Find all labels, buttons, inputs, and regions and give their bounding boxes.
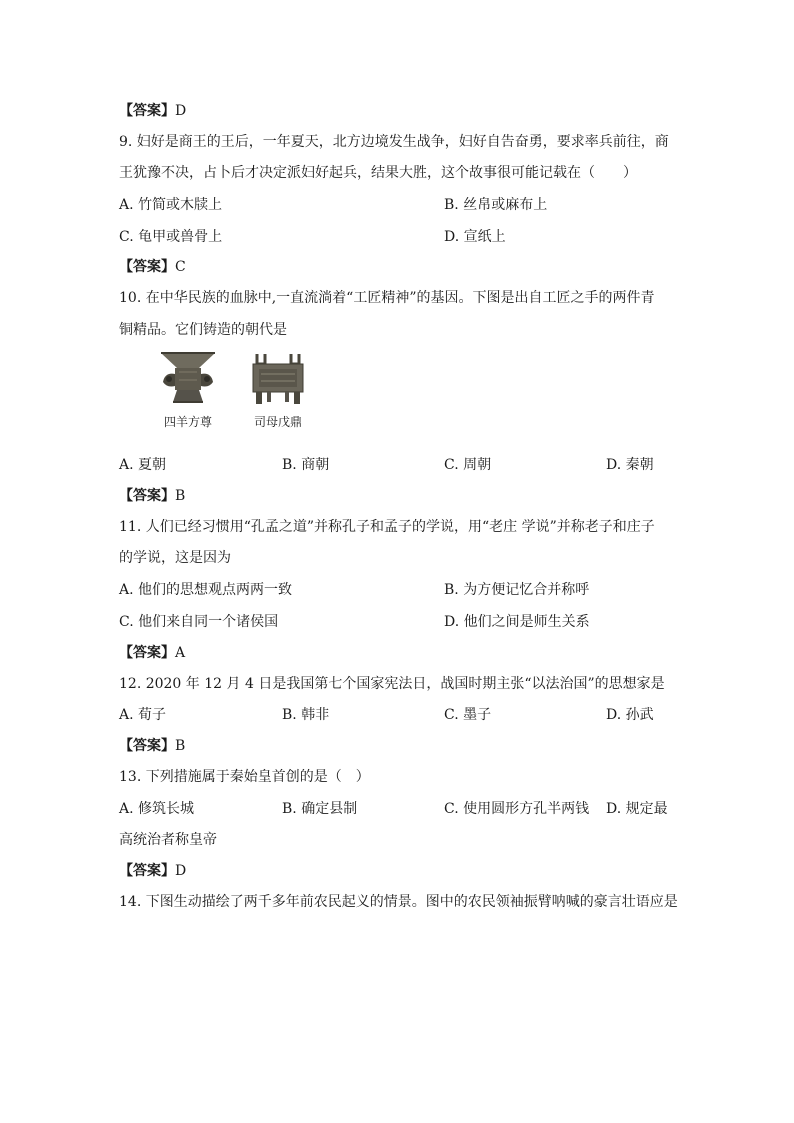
q10-stem-line1: 10. 在中华民族的血脉中,一直流淌着“工匠精神”的基因。下图是出自工匠之手的两件青: [119, 290, 655, 306]
answer-value: A: [175, 645, 186, 661]
caption-simuwu-ding: 司母戊鼎: [253, 415, 302, 429]
answer-value: C: [175, 259, 186, 275]
q13-option-d: D. 规定最: [606, 801, 668, 817]
q13-option-b: B. 确定县制: [282, 801, 358, 817]
answer-value: B: [175, 738, 186, 754]
q10-option-d: D. 秦朝: [606, 457, 654, 473]
q9-option-b: B. 丝帛或麻布上: [444, 197, 548, 213]
answer-label: 【答案】: [119, 488, 175, 504]
answer-label: 【答案】: [119, 259, 175, 275]
answer-11: [119, 643, 185, 663]
answer-12: [119, 736, 185, 756]
answer-8: [119, 101, 186, 121]
answer-value: D: [175, 863, 187, 879]
q12-option-d: D. 孙武: [606, 707, 654, 723]
q11-stem-line2: 的学说，这是因为: [119, 550, 231, 566]
q9-option-d: D. 宣纸上: [444, 229, 506, 245]
q12-option-b: B. 韩非: [282, 707, 330, 723]
bronze-zun-image: [155, 350, 221, 406]
q13-stem-line1: 13. 下列措施属于秦始皇首创的是（ ）: [119, 769, 370, 785]
answer-label: 【答案】: [119, 103, 175, 119]
q14-stem-line1: 14. 下图生动描绘了两千多年前农民起义的情景。图中的农民领袖振臂呐喊的豪言壮语应是: [119, 894, 678, 910]
q11-option-a: A. 他们的思想观点两两一致: [119, 582, 293, 598]
q11-option-c: C. 他们来自同一个诸侯国: [119, 614, 279, 630]
q10-option-a: A. 夏朝: [119, 457, 167, 473]
q12-stem-line1: 12. 2020 年 12 月 4 日是我国第七个国家宪法日，战国时期主张“以法治国”的思想家是: [119, 676, 665, 692]
q11-option-d: D. 他们之间是师生关系: [444, 614, 590, 630]
figure-four-ram-zun: [148, 350, 228, 430]
q13-option-a: A. 修筑长城: [119, 801, 195, 817]
answer-label: 【答案】: [119, 863, 175, 879]
q9-stem-line1: 9. 妇好是商王的王后，一年夏天，北方边境发生战争，妇好自告奋勇，要求率兵前往，商: [119, 134, 669, 150]
q10-stem-line2: 铜精品。它们铸造的朝代是: [119, 322, 287, 338]
q11-stem-line1: 11. 人们已经习惯用“孔孟之道”并称孔子和孟子的学说，用“老庄 学说”并称老子和庄子: [119, 519, 655, 535]
answer-label: 【答案】: [119, 738, 175, 754]
answer-label: 【答案】: [119, 645, 175, 661]
answer-10: [119, 486, 185, 506]
q13-option-c: C. 使用圆形方孔半两钱: [444, 801, 590, 817]
answer-9: [119, 257, 186, 277]
q9-option-a: A. 竹简或木牍上: [119, 197, 223, 213]
q10-option-c: C. 周朝: [444, 457, 492, 473]
q11-option-b: B. 为方便记忆合并称呼: [444, 582, 590, 598]
q9-stem-line2: 王犹豫不决，占卜后才决定派妇好起兵，结果大胜，这个故事很可能记载在（ ）: [119, 165, 637, 181]
caption-four-ram-zun: 四羊方尊: [163, 415, 212, 429]
q9-option-c: C. 龟甲或兽骨上: [119, 229, 223, 245]
answer-value: B: [175, 488, 186, 504]
q12-option-c: C. 墨子: [444, 707, 492, 723]
bronze-ding-image: [245, 350, 311, 406]
answer-13: [119, 861, 186, 881]
q12-option-a: A. 荀子: [119, 707, 167, 723]
answer-value: D: [175, 103, 187, 119]
q13-option-d-continued: 高统治者称皇帝: [119, 832, 217, 848]
q10-option-b: B. 商朝: [282, 457, 330, 473]
figure-simuwu-ding: [238, 350, 318, 430]
